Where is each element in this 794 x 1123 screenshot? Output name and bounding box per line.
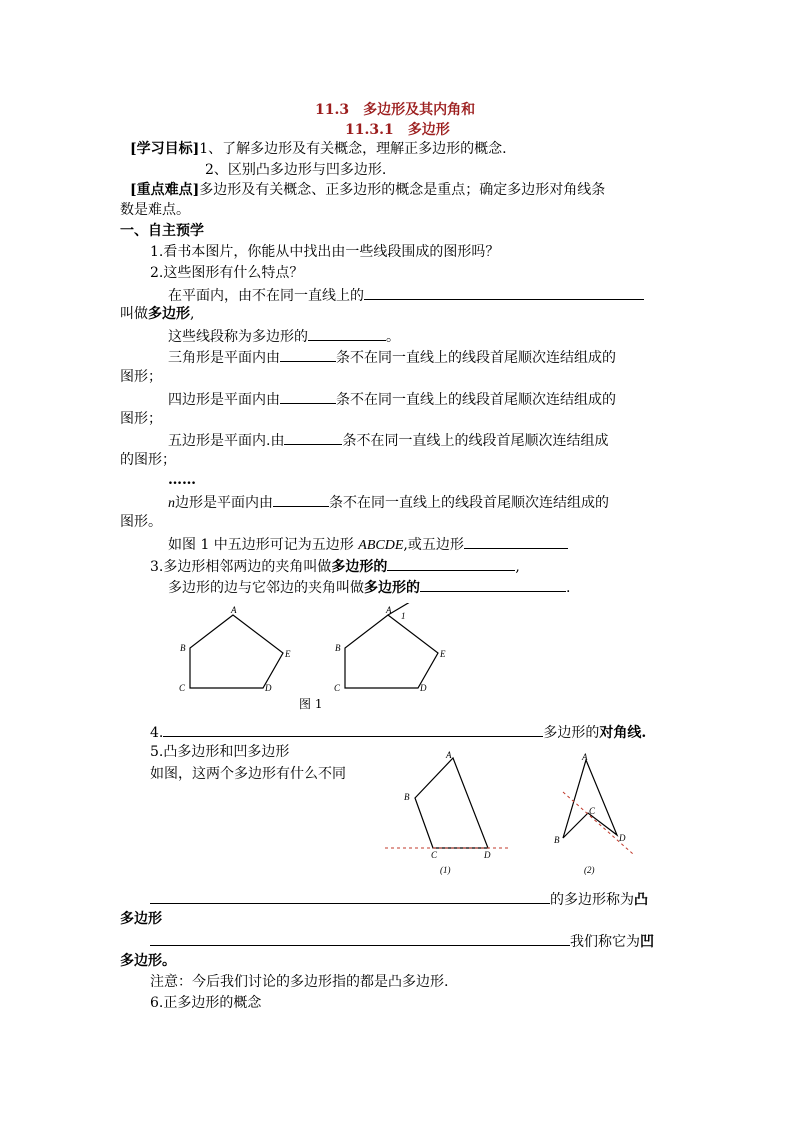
label-C-right: C <box>334 683 341 693</box>
label-D-fig2-2: D <box>619 833 626 843</box>
quadrilateral-line <box>168 389 616 409</box>
question-3-punct: , <box>515 559 520 575</box>
n-gon-blank[interactable] <box>273 492 329 507</box>
question-5: 5.凸多边形和凹多边形 <box>150 744 290 760</box>
label-angle-1: 1 <box>401 611 406 621</box>
definition-term: 多边形 <box>148 306 190 322</box>
label-A-right: A <box>386 605 392 615</box>
question-3-line2 <box>168 577 570 597</box>
key-points-text: 多边形及有关概念、正多边形的概念是重点；确定多边形对角线条 <box>199 182 606 198</box>
pentagon-line <box>168 430 608 450</box>
concave-text: 我们称它为 <box>570 934 640 950</box>
figure-note-line <box>168 534 568 555</box>
quadrilateral-text: 四边形是平面内由 <box>168 392 280 408</box>
question-1: 1.看书本图片，你能从中找出由一些线段围成的图形吗？ <box>150 244 500 260</box>
quadrilateral-line2: 图形； <box>120 411 162 427</box>
learning-goal-2: 2、区别凸多边形与凹多边形. <box>205 162 387 178</box>
quadrilateral-blank[interactable] <box>280 389 336 404</box>
label-B-fig2-2: B <box>554 835 560 845</box>
question-2: 2.这些图形有什么特点？ <box>150 265 304 281</box>
n-gon-text-end: 条不在同一直线上的线段首尾顺次连结组成的 <box>329 495 609 511</box>
label-E-left: E <box>285 649 291 659</box>
question-4-blank[interactable] <box>163 722 543 737</box>
n-gon-text: 边形是平面内由 <box>175 495 273 511</box>
key-points-line2: 数是难点。 <box>120 202 190 218</box>
label-C-fig2-1: C <box>431 850 438 860</box>
question-4-number: 4. <box>150 725 164 741</box>
label-A-fig2-2: A <box>582 752 588 762</box>
question-5-ask: 如图，这两个多边形有什么不同 <box>150 766 346 782</box>
pentagon-right <box>345 615 438 688</box>
n-variable: n <box>168 496 175 511</box>
concave-quadrilateral <box>563 760 617 838</box>
pentagon-left <box>190 615 283 688</box>
figure-note-text-end: ,或五边形 <box>403 537 464 553</box>
label-A-fig2-1: A <box>446 750 452 760</box>
page-subtitle: 11.3.1 多边形 <box>345 122 450 138</box>
definition-call-text: 叫做 <box>120 306 148 322</box>
pentagon-blank[interactable] <box>284 430 342 445</box>
learning-goals-line1 <box>130 140 507 158</box>
label-C-left: C <box>179 683 186 693</box>
n-gon-line2: 图形。 <box>120 514 162 530</box>
concave-dashed-line <box>563 792 633 854</box>
section-heading: 一、自主预学 <box>120 223 204 239</box>
concave-blank[interactable] <box>150 931 570 946</box>
ellipsis: …… <box>168 472 196 488</box>
label-C-fig2-2: C <box>589 806 596 816</box>
learning-goals-label: [学习目标] <box>130 141 200 157</box>
page-title: 11.3 多边形及其内角和 <box>315 102 476 118</box>
label-D-left: D <box>265 683 272 693</box>
convex-term: 凸 <box>634 892 648 908</box>
question-3b-text: 多边形的边与它邻边的夹角叫做 <box>168 580 364 596</box>
definition-line1 <box>168 285 644 305</box>
convex-quadrilateral <box>415 758 488 848</box>
caption-1: (1) <box>440 865 451 875</box>
label-D-fig2-1: D <box>484 850 491 860</box>
triangle-line2: 图形； <box>120 369 162 385</box>
question-4-term: 对角线. <box>599 725 647 741</box>
question-3-blank[interactable] <box>387 556 515 571</box>
caption-2: (2) <box>584 865 595 875</box>
label-E-right: E <box>440 649 446 659</box>
concave-term: 凹 <box>640 934 654 950</box>
label-B-fig2-1: B <box>404 792 410 802</box>
figure-1-caption: 图 1 <box>299 697 323 711</box>
triangle-line <box>168 347 616 367</box>
triangle-text: 三角形是平面内由 <box>168 350 280 366</box>
label-D-right: D <box>420 683 427 693</box>
question-4-line <box>150 722 646 742</box>
label-B-right: B <box>335 643 341 653</box>
question-3-term: 多边形的 <box>331 559 388 575</box>
key-points-line1 <box>130 181 605 199</box>
question-4-text: 多边形的 <box>543 725 600 741</box>
figure-note-name: ABCDE <box>358 538 404 553</box>
triangle-text-end: 条不在同一直线上的线段首尾顺次连结组成的 <box>336 350 616 366</box>
question-6: 6.正多边形的概念 <box>150 995 262 1011</box>
sides-punct: 。 <box>386 329 400 345</box>
quadrilateral-text-end: 条不在同一直线上的线段首尾顺次连结组成的 <box>336 392 616 408</box>
convex-text: 的多边形称为 <box>550 892 634 908</box>
triangle-blank[interactable] <box>280 347 336 362</box>
question-3b-term: 多边形的 <box>364 580 420 596</box>
learning-goal-1: 1、了解多边形及有关概念，理解正多边形的概念. <box>199 141 507 157</box>
sides-blank[interactable] <box>308 326 386 341</box>
concave-line <box>150 931 654 951</box>
pentagon-text-end: 条不在同一直线上的线段首尾顺次连结组成 <box>342 433 609 449</box>
question-3b-blank[interactable] <box>420 577 566 592</box>
concave-line2: 多边形。 <box>120 953 176 969</box>
question-3b-punct: . <box>566 580 571 596</box>
key-points-label: [重点难点] <box>130 182 200 198</box>
question-3-line1 <box>150 556 520 576</box>
label-B-left: B <box>180 643 186 653</box>
definition-line2 <box>120 305 194 323</box>
convex-blank[interactable] <box>150 889 550 904</box>
convex-line2: 多边形 <box>120 911 162 927</box>
sides-line <box>168 326 400 346</box>
figure-note-blank[interactable] <box>464 534 568 549</box>
definition-text: 在平面内，由不在同一直线上的 <box>168 288 364 304</box>
n-gon-line <box>168 492 609 513</box>
convex-line <box>150 889 648 909</box>
question-3-text: 3.多边形相邻两边的夹角叫做 <box>150 559 332 575</box>
definition-punct: , <box>190 306 195 322</box>
figure-2 <box>380 750 650 880</box>
definition-blank[interactable] <box>364 285 644 300</box>
pentagon-line2: 的图形； <box>120 452 176 468</box>
sides-text: 这些线段称为多边形的 <box>168 329 308 345</box>
note: 注意：今后我们讨论的多边形指的都是凸多边形. <box>150 974 449 990</box>
label-A-left: A <box>231 605 237 615</box>
pentagon-text: 五边形是平面内.由 <box>168 433 285 449</box>
figure-note-text: 如图 1 中五边形可记为五边形 <box>168 537 359 553</box>
